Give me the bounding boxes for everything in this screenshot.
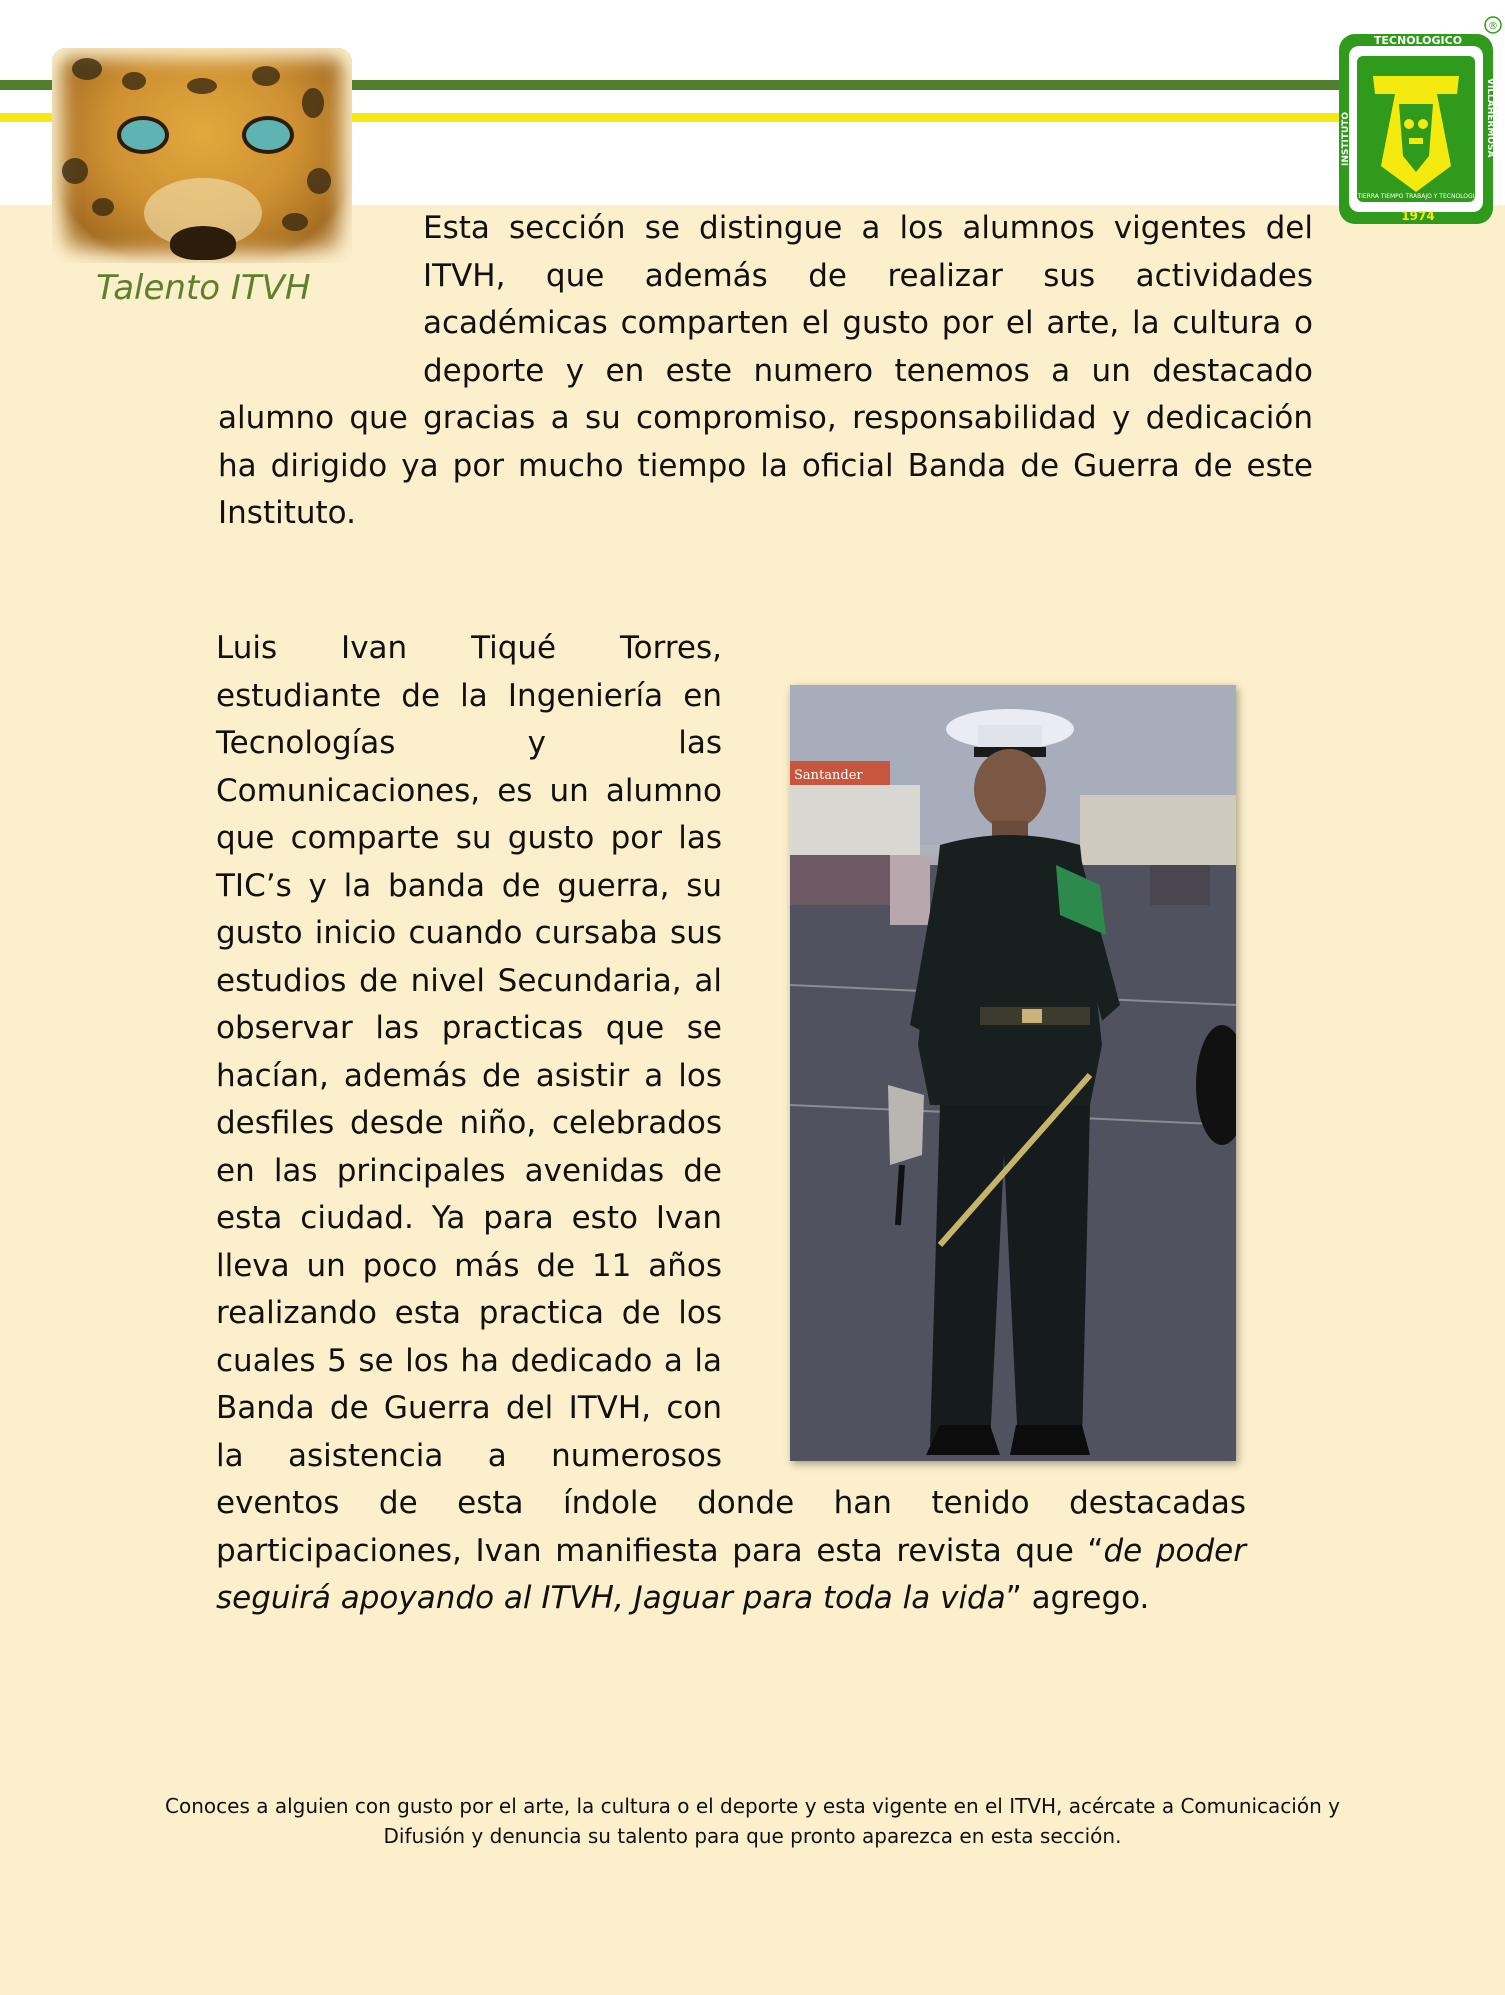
story-paragraph: Luis Ivan Tiqué Torres, estudiante de la Ingeniería en Tecnologías y las Comunicaciones, es un alumno que comparte su gusto por las TIC’s y la banda de guerra, su gusto inicio cuando cursaba sus estudios de nivel Secundaria, al observar las practicas que se hacían, además de asistir a los desfiles desde niño, celebrados en las principales avenidas de esta ciudad. Ya para esto Ivan lleva un poco más de 11 años realizando esta practica de los cuales 5 se los ha dedicado a la Banda de Guerra del ITVH, con la asistencia a numerosos eventos de esta índole donde han tenido destacadas participaciones, Ivan manifiesta para esta revista que “de poder seguirá apoyando al ITVH, Jaguar para toda la vida” agrego.	[216, 630, 1246, 1616]
section-title: Talento ITVH	[96, 268, 311, 308]
itvh-logo-icon	[1333, 16, 1503, 228]
svg-text:Santander: Santander	[794, 768, 863, 783]
footer-note: Conoces a alguien con gusto por el arte, la cultura o el deporte y esta vigente en el ITVH, acércate a Comunicación y Difusión y denuncia su talento para que pronto aparezca en esta sección.	[165, 1794, 1340, 1848]
student-uniform-photo-icon	[790, 685, 1236, 1461]
intro-paragraph: Esta sección se distingue a los alumnos vigentes del ITVH, que además de realizar sus actividades académicas comparten el gusto por el arte, la cultura o deporte y en este numero tenemos a un destacado alumno que gracias a su compromiso, responsabilidad y dedicación ha dirigido ya por mucho tiempo la oficial Banda de Guerra de este Instituto.	[218, 210, 1313, 531]
svg-text:TECNOLOGICO: TECNOLOGICO	[1373, 34, 1463, 47]
svg-text:®: ®	[1488, 21, 1498, 32]
svg-text:INSTITUTO: INSTITUTO	[1341, 111, 1351, 166]
svg-text:1974: 1974	[1401, 209, 1435, 223]
svg-text:TIERRA TIEMPO TRABAJO Y TECNOL: TIERRA TIEMPO TRABAJO Y TECNOLOGIA	[1357, 193, 1479, 200]
student-quote: de poder seguirá apoyando al ITVH, Jaguar para toda la vida	[216, 1532, 1246, 1616]
svg-text:VILLAHERMOSA: VILLAHERMOSA	[1485, 78, 1495, 158]
